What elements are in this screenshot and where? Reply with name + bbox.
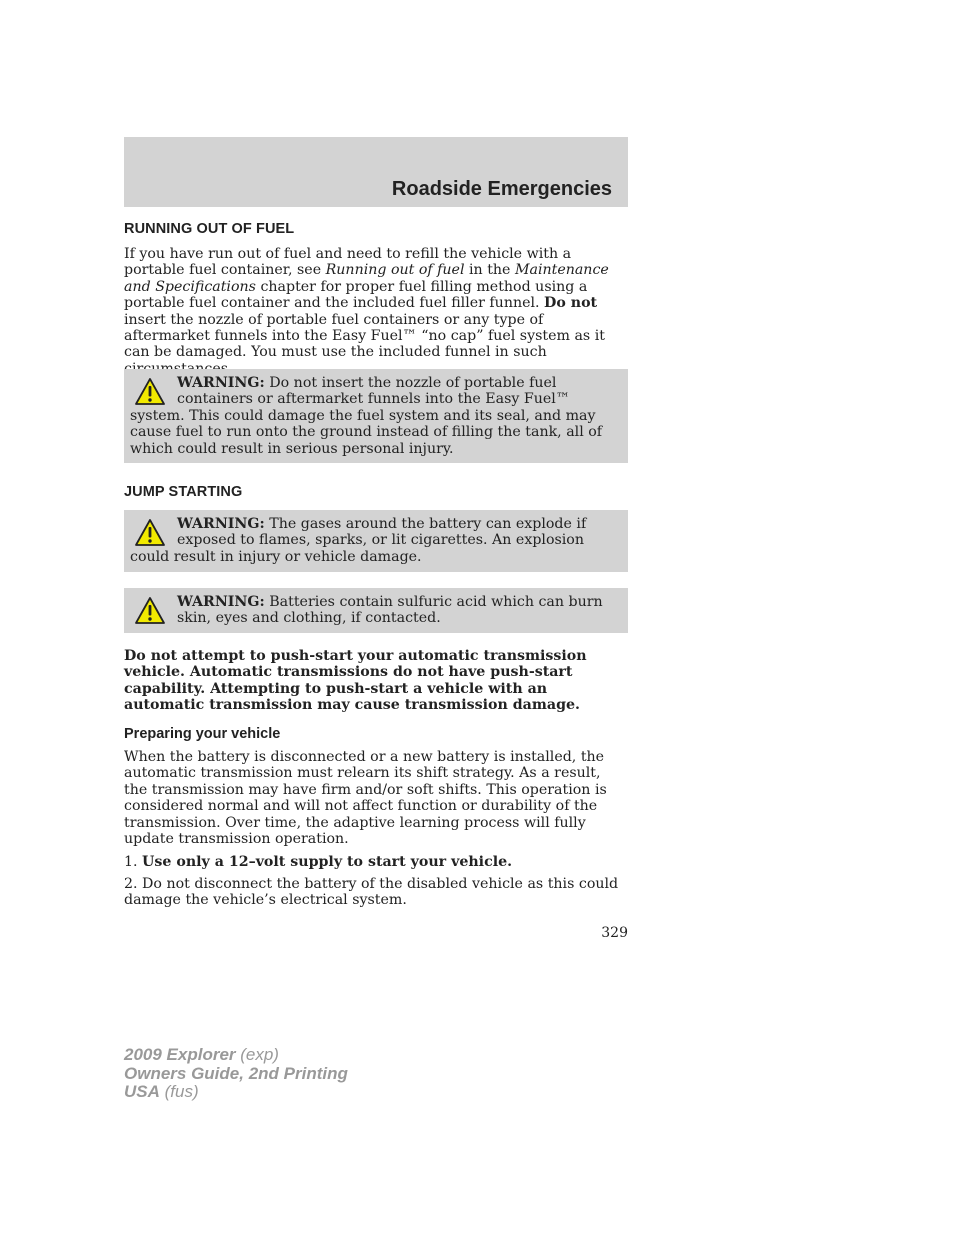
warning-triangle-icon — [134, 596, 166, 626]
fuel-paragraph — [124, 246, 628, 377]
subheading-preparing: Preparing your vehicle — [124, 726, 281, 742]
chapter-reference: Maintenance and Specifications — [124, 262, 609, 295]
text-run: chapter for proper fuel filling method using a portable fuel container and the included fuel filler funnel. — [124, 278, 588, 312]
warning-label: WARNING: — [177, 375, 265, 391]
warning-text: Do not insert the nozzle of portable fuel containers or aftermarket funnels into the Easy Fuel™ system. This could damage the fuel system and its seal, and may cause fuel to run onto the ground instead of filling the tank, all of which could result in serious personal injury. — [130, 375, 603, 457]
cross-reference: Running out of fuel — [325, 262, 465, 279]
warning-triangle-icon — [134, 518, 166, 548]
warning-box-fuel — [124, 369, 628, 463]
footer-line-2 — [124, 1065, 348, 1084]
text-run: If you have run out of fuel and need to refill the vehicle with a portable fuel container, see — [124, 246, 572, 279]
text-run: insert the nozzle of portable fuel containers or any type of aftermarket funnels into the Easy Fuel™ “no cap” fuel system as it can be damaged. You must use the included funnel in such — [124, 311, 605, 361]
footer-market: USA — [124, 1082, 160, 1101]
preparing-paragraph: When the battery is disconnected or a new battery is installed, the automatic transmission must relearn its shift strategy. As a result, the transmission may have firm and/or soft shifts. This operation is considered normal and will not affect function or durability of the transmission. Over time, the adaptive learning process will fully update transmission operation. — [124, 749, 607, 848]
push-start-caution: Do not attempt to push-start your automatic transmission vehicle. Automatic transmissions do not have push-start capability. Attempting to push-start a vehicle with an automatic transmission may cause transmission damage. — [124, 648, 587, 714]
warning-box-battery-gas — [124, 510, 628, 572]
page-number: 329 — [601, 925, 628, 941]
warning-label: WARNING: — [177, 516, 265, 532]
chapter-header — [124, 137, 628, 207]
document-footer — [124, 1046, 348, 1102]
footer-model-code: (exp) — [235, 1045, 279, 1064]
footer-line-1 — [124, 1046, 348, 1065]
warning-text: Batteries contain sulfuric acid which can burn skin, eyes and clothing, if contacted. — [177, 594, 603, 627]
text-run: in the — [464, 262, 515, 279]
warning-label: WARNING: — [177, 594, 265, 610]
step-2: 2. Do not disconnect the battery of the disabled vehicle as this could damage the vehicle’s electrical system. — [124, 876, 619, 909]
footer-line-3 — [124, 1083, 348, 1102]
step-1 — [124, 854, 628, 870]
footer-edition: Owners Guide, 2nd Printing — [124, 1063, 348, 1083]
section-heading-jump: JUMP STARTING — [124, 484, 243, 500]
section-heading-fuel: RUNNING OUT OF FUEL — [124, 221, 295, 237]
step-text: Use only a 12–volt supply to start your vehicle. — [142, 854, 513, 870]
footer-market-code: (fus) — [159, 1082, 199, 1101]
emphasis: Do not — [544, 295, 598, 312]
footer-model: 2009 Explorer — [124, 1045, 236, 1064]
warning-box-battery-acid — [124, 588, 628, 633]
warning-triangle-icon — [134, 377, 166, 407]
warning-text: The gases around the battery can explode if exposed to flames, sparks, or lit cigarettes. An explosion could result in injury or vehicle damage. — [130, 516, 587, 565]
chapter-title: Roadside Emergencies — [391, 178, 612, 200]
step-number: 1. — [124, 854, 143, 870]
